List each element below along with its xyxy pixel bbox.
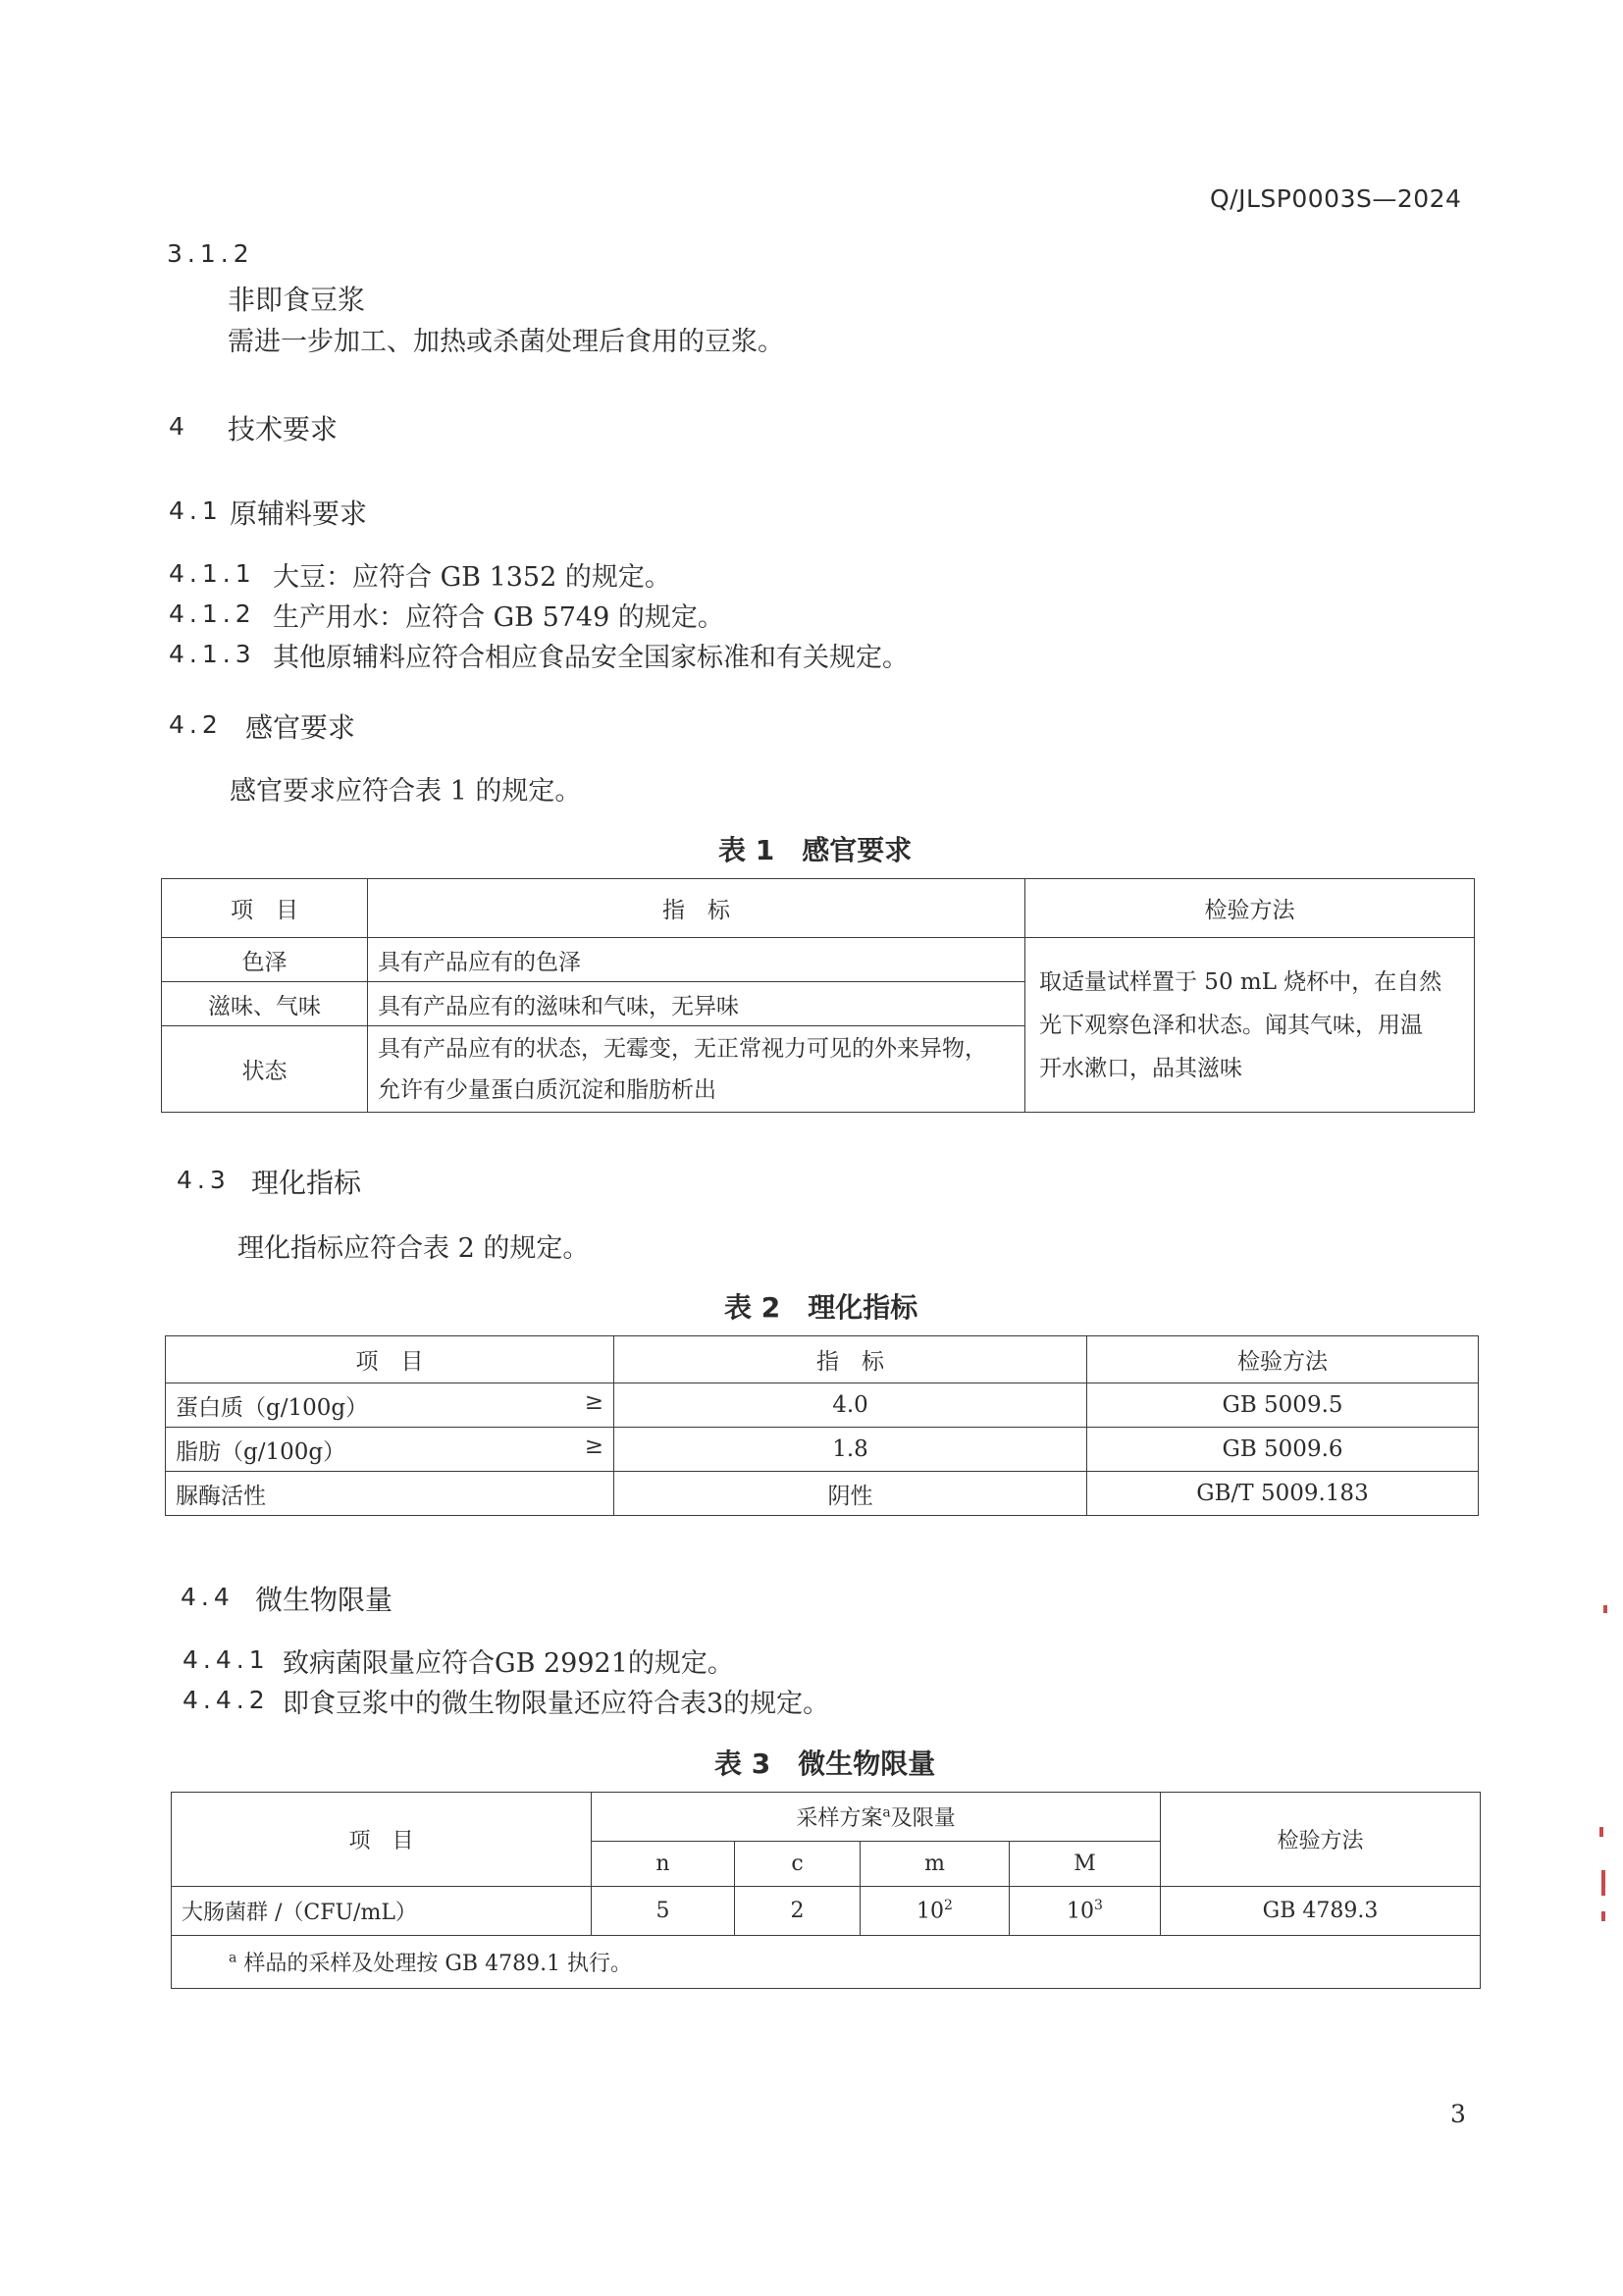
- table-subheader-n: n: [592, 1842, 735, 1887]
- scan-mark: [1601, 1870, 1605, 1896]
- clause-number: 4.4.2: [183, 1686, 270, 1714]
- table-cell: 具有产品应有的色泽: [368, 938, 1025, 982]
- table-cell: [1010, 1887, 1161, 1936]
- scan-mark: [1603, 1605, 1607, 1613]
- clause-text: 即食豆浆中的微生物限量还应符合表3的规定。: [283, 1689, 830, 1719]
- section-title: 原辅料要求: [230, 497, 368, 530]
- section-number: 4: [169, 412, 189, 441]
- table-subheader-c: c: [735, 1842, 861, 1887]
- section-number: 4.3: [177, 1166, 231, 1194]
- table-cell: [861, 1887, 1010, 1936]
- section-title: 理化指标: [251, 1167, 362, 1199]
- table-header-value: 指 标: [368, 879, 1025, 938]
- value-exponent: 3: [1094, 1898, 1103, 1914]
- value-base: 10: [916, 1899, 945, 1924]
- table-cell-method: [1025, 938, 1475, 1113]
- cell-line: 具有产品应有的状态，无霉变，无正常视力可见的外来异物，: [378, 1035, 987, 1062]
- table-cell: 状态: [162, 1026, 368, 1113]
- section-number: 4.1: [169, 496, 223, 525]
- table-caption: 表 3 微生物限量: [714, 1748, 936, 1780]
- item-label: 脲酶活性: [176, 1483, 266, 1509]
- table-cell: [166, 1472, 614, 1516]
- table-header-method: 检验方法: [1161, 1793, 1481, 1887]
- table-cell: GB 5009.5: [1087, 1383, 1479, 1428]
- table-header-item: 项 目: [166, 1336, 614, 1383]
- section-text: 理化指标应符合表 2 的规定。: [237, 1233, 590, 1264]
- method-line: 取适量试样置于 50 mL 烧杯中，在自然: [1039, 968, 1442, 995]
- plan-label-tail: 及限量: [890, 1806, 956, 1831]
- section-title: 微生物限量: [255, 1584, 393, 1616]
- section-number: 4.2: [169, 710, 223, 739]
- table-header-method: 检验方法: [1087, 1336, 1479, 1383]
- page-number: 3: [1450, 2100, 1466, 2128]
- clause-text: 致病菌限量应符合GB 29921的规定。: [283, 1648, 734, 1679]
- comparison-symbol: ≥: [584, 1433, 603, 1459]
- sensory-table: [161, 878, 1475, 1113]
- table-cell: [166, 1428, 614, 1472]
- method-line: 开水漱口，品其滋味: [1039, 1055, 1242, 1081]
- table-caption: 表 2 理化指标: [724, 1291, 918, 1324]
- section-number: 3.1.2: [167, 239, 254, 268]
- clause-number: 4.1.2: [169, 600, 256, 628]
- scan-mark: [1599, 1827, 1603, 1837]
- item-label: 脂肪（g/100g）: [176, 1438, 346, 1465]
- section-title: 技术要求: [228, 413, 339, 445]
- table-subheader-M: M: [1010, 1842, 1161, 1887]
- table-header-method: 检验方法: [1025, 879, 1475, 938]
- table-caption: 表 1 感官要求: [718, 834, 913, 866]
- table-cell: 阴性: [614, 1472, 1087, 1516]
- section-number: 4.4: [181, 1583, 235, 1611]
- item-label: 蛋白质（g/100g）: [176, 1394, 369, 1421]
- table-cell: GB 5009.6: [1087, 1428, 1479, 1472]
- table-cell: [166, 1383, 614, 1428]
- section-title: 非即食豆浆: [228, 284, 366, 316]
- section-text: 需进一步加工、加热或杀菌处理后食用的豆浆。: [228, 327, 784, 357]
- method-line: 光下观察色泽和状态。闻其气味，用温: [1039, 1012, 1423, 1038]
- value-exponent: 2: [944, 1898, 953, 1914]
- table-cell: [368, 1026, 1025, 1113]
- table-cell: GB/T 5009.183: [1087, 1472, 1479, 1516]
- clause-number: 4.1.1: [169, 559, 256, 588]
- footnote-text: 样品的采样及处理按 GB 4789.1 执行。: [243, 1952, 633, 1976]
- table-cell: 滋味、气味: [162, 982, 368, 1026]
- table-header-item: 项 目: [172, 1793, 592, 1887]
- clause-number: 4.1.3: [169, 640, 256, 668]
- clause-text: 生产用水：应符合 GB 5749 的规定。: [273, 602, 724, 633]
- table-cell: 5: [592, 1887, 735, 1936]
- table-cell: 色泽: [162, 938, 368, 982]
- value-base: 10: [1067, 1899, 1095, 1924]
- table-cell: 1.8: [614, 1428, 1087, 1472]
- table-cell: 具有产品应有的滋味和气味，无异味: [368, 982, 1025, 1026]
- footnote-marker: a: [229, 1950, 237, 1966]
- table-subheader-m: m: [861, 1842, 1010, 1887]
- table-cell: 2: [735, 1887, 861, 1936]
- scan-mark: [1601, 1911, 1605, 1921]
- cell-line: 允许有少量蛋白质沉淀和脂肪析出: [378, 1076, 716, 1103]
- table-footnote: [172, 1936, 1481, 1989]
- section-text: 感官要求应符合表 1 的规定。: [230, 776, 582, 807]
- microbial-limits-table: [171, 1792, 1481, 1989]
- table-cell: 大肠菌群 /（CFU/mL）: [172, 1887, 592, 1936]
- comparison-symbol: ≥: [584, 1388, 603, 1415]
- clause-text: 其他原辅料应符合相应食品安全国家标准和有关规定。: [273, 643, 909, 673]
- document-id: Q/JLSP0003S—2024: [1210, 184, 1462, 213]
- table-header-value: 指 标: [614, 1336, 1087, 1383]
- footnote-marker: a: [882, 1804, 891, 1821]
- clause-number: 4.4.1: [183, 1645, 270, 1674]
- physicochemical-table: [165, 1335, 1479, 1516]
- table-header-plan: [592, 1793, 1161, 1842]
- section-title: 感官要求: [245, 711, 356, 744]
- clause-text: 大豆：应符合 GB 1352 的规定。: [273, 562, 671, 593]
- plan-label: 采样方案: [796, 1806, 883, 1831]
- table-cell: GB 4789.3: [1161, 1887, 1481, 1936]
- table-header-item: 项 目: [162, 879, 368, 938]
- table-cell: 4.0: [614, 1383, 1087, 1428]
